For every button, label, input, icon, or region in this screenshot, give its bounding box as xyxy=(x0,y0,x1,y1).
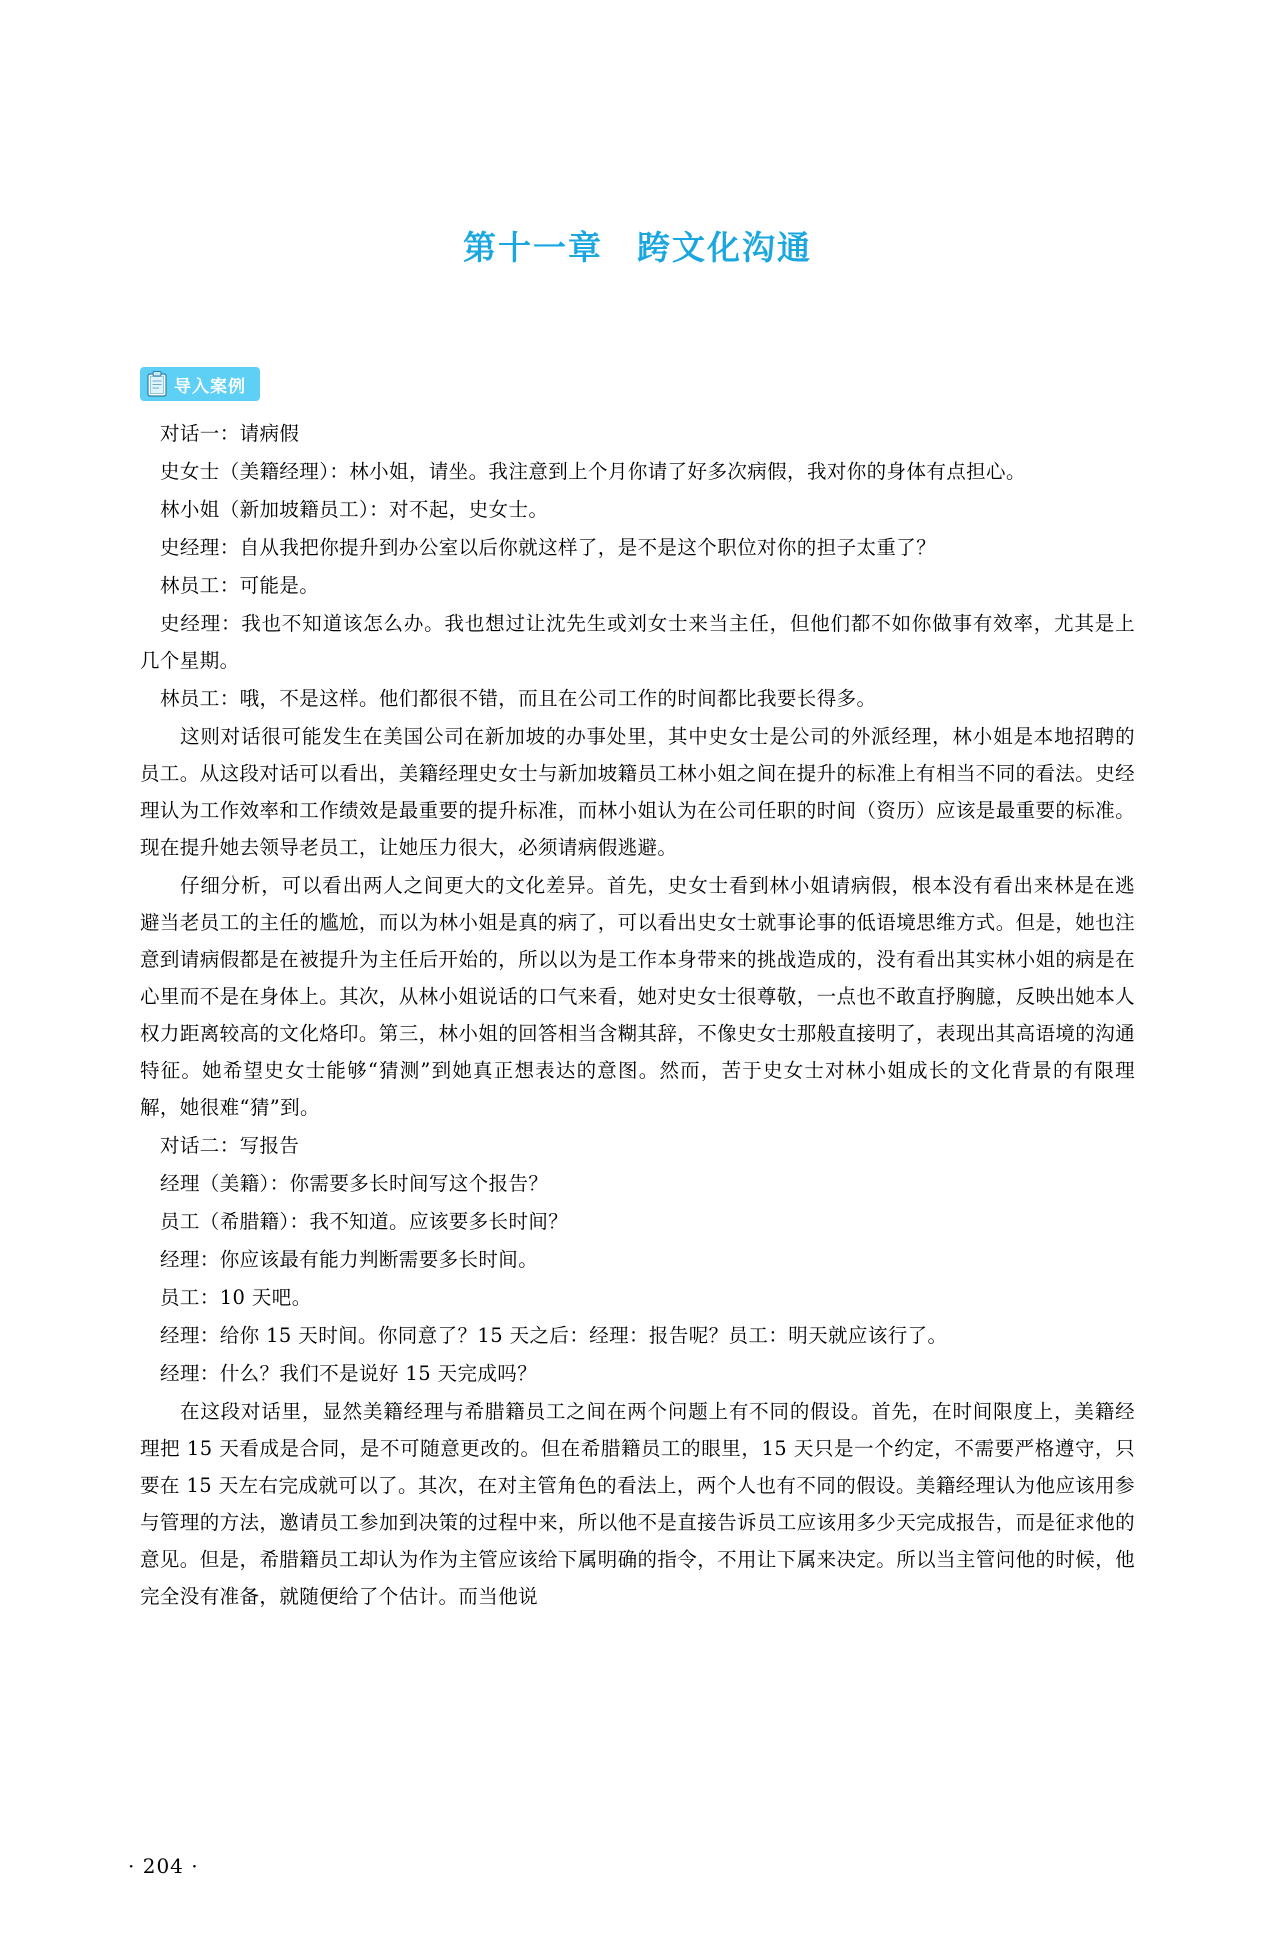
paragraph: 经理：你应该最有能力判断需要多长时间。 xyxy=(160,1248,539,1271)
page-number: · 204 · xyxy=(128,1854,199,1878)
page-title xyxy=(0,222,1275,269)
badge-label: 导入案例 xyxy=(174,376,246,397)
paragraph: 员工（希腊籍）：我不知道。应该要多长时间？ xyxy=(160,1210,569,1233)
paragraph: 这则对话很可能发生在美国公司在新加坡的办事处里，其中史女士是公司的外派经理，林小姐是本地招聘的员工。从这段对话可以看出，美籍经理史女士与新加坡籍员工林小姐之间在提升的标准上有相当不同的看法。史经理认为工作效率和工作绩效是最重要的提升标准，而林小姐认为在公司任职的时间（资历）应该是最重要的标准。现在提升她去领导老员工，让她压力很大，必须请病假逃避。 xyxy=(140,725,1136,859)
paragraph: 林小姐（新加坡籍员工）：对不起，史女士。 xyxy=(160,498,549,521)
paragraph: 对话二：写报告 xyxy=(160,1134,300,1157)
paragraph: 经理：什么？我们不是说好 15 天完成吗？ xyxy=(160,1362,538,1385)
paragraph: 史女士（美籍经理）：林小姐，请坐。我注意到上个月你请了好多次病假，我对你的身体有点担心。 xyxy=(160,460,1026,483)
paragraph: 对话一：请病假 xyxy=(160,422,300,445)
paragraph: 林员工：可能是。 xyxy=(160,574,320,597)
status-badge xyxy=(140,367,260,401)
document-page xyxy=(0,222,1275,1940)
paragraph: 经理（美籍）：你需要多长时间写这个报告？ xyxy=(160,1172,549,1195)
paragraph: 在这段对话里，显然美籍经理与希腊籍员工之间在两个问题上有不同的假设。首先，在时间限度上，美籍经理把 15 天看成是合同，是不可随意更改的。但在希腊籍员工的眼里，15 天只是一个约定，不需要严格遵守，只要在 15 天左右完成就可以了。其次，在对主管角色的看法上，两个人也有不同的假设。美籍经理认为他应该用参与管理的方法，邀请员工参加到决策的过程中来，所以他不是直接告诉员工应该用多少天完成报告，而是征求他的意见。但是，希腊籍员工却认为作为主管应该给下属明确的指令，不用让下属来决定。所以当主管问他的时候，他完全没有准备，就随便给了个估计。而当他说 xyxy=(140,1400,1136,1608)
paragraph: 林员工：哦，不是这样。他们都很不错，而且在公司工作的时间都比我要长得多。 xyxy=(160,687,877,710)
clipboard-icon xyxy=(146,371,168,397)
chapter-number: 第十一章 xyxy=(463,228,603,267)
paragraph: 经理：给你 15 天时间。你同意了？15 天之后：经理：报告呢？员工：明天就应该行了。 xyxy=(160,1324,948,1347)
document-body xyxy=(140,415,1135,1615)
paragraph: 员工：10 天吧。 xyxy=(160,1286,312,1309)
chapter-title-text: 跨文化沟通 xyxy=(637,228,812,267)
section-badge-container xyxy=(140,367,1275,401)
paragraph: 史经理：自从我把你提升到办公室以后你就这样了，是不是这个职位对你的担子太重了？ xyxy=(160,536,937,559)
paragraph: 史经理：我也不知道该怎么办。我也想过让沈先生或刘女士来当主任，但他们都不如你做事有效率，尤其是上几个星期。 xyxy=(140,612,1135,672)
paragraph: 仔细分析，可以看出两人之间更大的文化差异。首先，史女士看到林小姐请病假，根本没有看出来林是在逃避当老员工的主任的尴尬，而以为林小姐是真的病了，可以看出史女士就事论事的低语境思维方式。但是，她也注意到请病假都是在被提升为主任后开始的，所以以为是工作本身带来的挑战造成的，没有看出其实林小姐的病是在心里而不是在身体上。其次，从林小姐说话的口气来看，她对史女士很尊敬，一点也不敢直抒胸臆，反映出她本人权力距离较高的文化烙印。第三，林小姐的回答相当含糊其辞，不像史女士那般直接明了，表现出其高语境的沟通特征。她希望史女士能够“猜测”到她真正想表达的意图。然而，苦于史女士对林小姐成长的文化背景的有限理解，她很难“猜”到。 xyxy=(140,874,1136,1119)
